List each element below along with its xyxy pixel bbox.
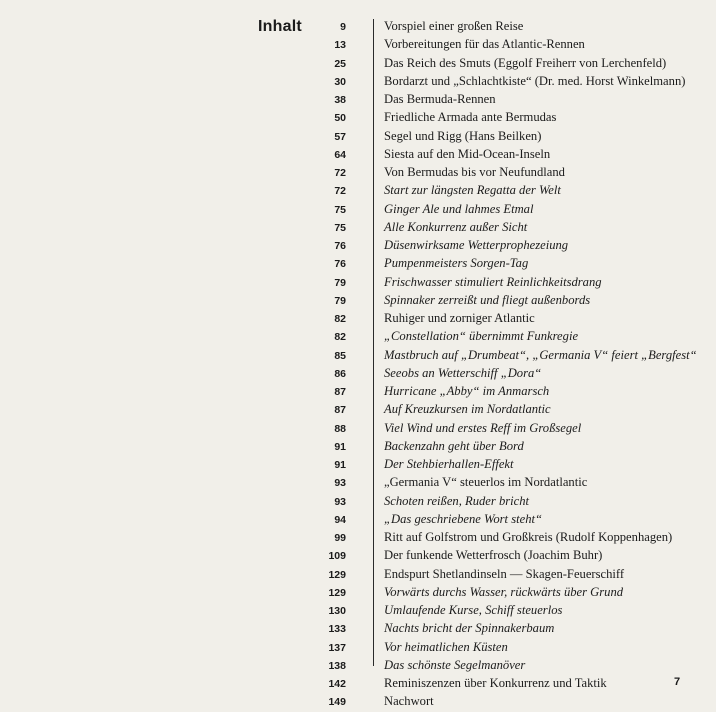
toc-title: Reminiszenzen über Konkurrenz und Taktik	[384, 676, 607, 690]
toc-entry	[300, 35, 700, 53]
toc-entry	[300, 674, 700, 692]
toc-title: „Constellation“ übernimmt Funkregie	[384, 329, 579, 344]
toc-title: Der funkende Wetterfrosch (Joachim Buhr)	[384, 548, 603, 563]
toc-title: Düsenwirksame Wetterprophezeiung	[384, 238, 569, 252]
toc-page-number: 149	[328, 696, 346, 709]
toc-page-number: 25	[334, 57, 346, 70]
toc-title: Viel Wind und erstes Reff im Großsegel	[384, 420, 582, 435]
toc-entry	[300, 400, 700, 418]
toc-entry	[300, 273, 700, 291]
toc-page-number: 138	[328, 659, 346, 672]
toc-entry	[300, 692, 700, 710]
toc-page-number: 72	[334, 167, 346, 179]
toc-entry	[300, 200, 700, 218]
toc-page-number: 50	[334, 112, 346, 125]
toc-title: Vorwärts durchs Wasser, rückwärts über Grund	[384, 584, 624, 599]
toc-page-number: 93	[334, 477, 346, 490]
toc-title: Vorspiel einer großen Reise	[384, 19, 524, 33]
toc-entry	[300, 419, 700, 437]
toc-entry	[300, 510, 700, 528]
toc-page-number: 64	[334, 148, 346, 161]
table-of-contents	[300, 17, 700, 711]
toc-entry	[300, 437, 700, 455]
toc-page-number: 88	[334, 422, 346, 435]
toc-title: Bordarzt und „Schlachtkiste“ (Dr. med. Horst Winkelmann)	[384, 73, 686, 88]
toc-title: Spinnaker zerreißt und fliegt außenbords	[384, 292, 591, 307]
toc-page-number: 75	[334, 203, 346, 216]
toc-title: Schoten reißen, Ruder bricht	[384, 493, 530, 508]
toc-entry	[300, 638, 700, 656]
toc-title: Das Bermuda-Rennen	[384, 92, 496, 106]
toc-page-number: 13	[334, 39, 346, 52]
toc-title: Hurricane „Abby“ im Anmarsch	[384, 384, 550, 398]
toc-page-number: 130	[328, 605, 346, 617]
toc-page-number: 82	[334, 331, 346, 344]
toc-title: Ritt auf Golfstrom und Großkreis (Rudolf Koppenhagen)	[384, 530, 673, 544]
toc-title: Endspurt Shetlandinseln — Skagen-Feuerschiff	[384, 566, 625, 581]
toc-entry	[300, 254, 700, 272]
toc-entry	[300, 72, 700, 90]
toc-title: Ginger Ale und lahmes Etmal	[384, 201, 534, 216]
toc-title: Pumpenmeisters Sorgen-Tag	[384, 256, 529, 271]
toc-page-number: 94	[334, 513, 346, 526]
toc-page-number: 9	[340, 21, 346, 33]
toc-entry	[300, 127, 700, 145]
toc-title: Umlaufende Kurse, Schiff steuerlos	[384, 603, 563, 617]
toc-page-number: 79	[334, 294, 346, 307]
toc-title: Ruhiger und zorniger Atlantic	[384, 311, 535, 325]
toc-page-number: 76	[334, 258, 346, 271]
toc-entry	[300, 455, 700, 473]
toc-entry	[300, 619, 700, 637]
toc-page-number: 38	[334, 94, 346, 106]
toc-page-number: 76	[334, 240, 346, 252]
toc-title: Mastbruch auf „Drumbeat“, „Germania V“ feiert „Bergfest“	[384, 347, 697, 362]
toc-page-number: 57	[334, 130, 346, 143]
toc-page-number: 129	[328, 586, 346, 599]
toc-entry	[300, 218, 700, 236]
toc-title: Seeobs an Wetterschiff „Dora“	[384, 365, 542, 380]
toc-page-number: 85	[334, 349, 346, 362]
toc-title: Friedliche Armada ante Bermudas	[384, 110, 557, 125]
toc-page-number: 82	[334, 313, 346, 325]
toc-title: Nachwort	[384, 694, 434, 709]
toc-entry	[300, 382, 700, 400]
toc-entry	[300, 309, 700, 327]
toc-entry	[300, 236, 700, 254]
toc-page-number: 91	[334, 459, 346, 471]
toc-entry	[300, 54, 700, 72]
toc-entry	[300, 492, 700, 510]
toc-entry	[300, 181, 700, 199]
toc-entry	[300, 327, 700, 345]
toc-entry	[300, 565, 700, 583]
toc-entry	[300, 108, 700, 126]
toc-entry	[300, 163, 700, 181]
toc-page-number: 79	[334, 276, 346, 289]
toc-entry	[300, 473, 700, 491]
toc-title: „Das geschriebene Wort steht“	[384, 511, 542, 526]
toc-entry	[300, 601, 700, 619]
toc-title: Alle Konkurrenz außer Sicht	[384, 219, 528, 234]
toc-page-number: 86	[334, 367, 346, 380]
toc-title: Vor heimatlichen Küsten	[384, 639, 508, 654]
toc-title: Backenzahn geht über Bord	[384, 438, 524, 453]
toc-heading: Inhalt	[258, 18, 302, 35]
toc-page-number: 99	[334, 532, 346, 544]
toc-entry	[300, 656, 700, 674]
toc-page-number: 137	[328, 641, 346, 654]
toc-entry	[300, 546, 700, 564]
toc-entry	[300, 90, 700, 108]
toc-title: Von Bermudas bis vor Neufundland	[384, 165, 565, 179]
toc-entry	[300, 145, 700, 163]
toc-title: Start zur längsten Regatta der Welt	[384, 183, 561, 198]
toc-page-number: 75	[334, 221, 346, 234]
toc-entry	[300, 17, 700, 35]
toc-entry	[300, 528, 700, 546]
toc-page-number: 87	[334, 386, 346, 398]
toc-page-number: 87	[334, 404, 346, 417]
toc-page-number: 72	[334, 185, 346, 198]
toc-entry	[300, 583, 700, 601]
toc-entry	[300, 364, 700, 382]
toc-title: Nachts bricht der Spinnakerbaum	[384, 621, 555, 636]
toc-title: Der Stehbierhallen-Effekt	[384, 457, 514, 471]
toc-title: Das Reich des Smuts (Eggolf Freiherr von Lerchenfeld)	[384, 55, 667, 70]
toc-page-number: 133	[328, 623, 346, 636]
toc-title: Siesta auf den Mid-Ocean-Inseln	[384, 146, 551, 161]
toc-entry	[300, 291, 700, 309]
toc-page-number: 93	[334, 495, 346, 508]
toc-title: „Germania V“ steuerlos im Nordatlantic	[384, 475, 588, 490]
toc-page-number: 129	[328, 568, 346, 581]
toc-page-number: 91	[334, 440, 346, 453]
toc-title: Frischwasser stimuliert Reinlichkeitsdrang	[384, 274, 602, 289]
toc-page-number: 142	[328, 678, 346, 690]
toc-title: Vorbereitungen für das Atlantic-Rennen	[384, 37, 585, 52]
toc-page-number: 30	[334, 75, 346, 88]
toc-title: Auf Kreuzkursen im Nordatlantic	[384, 402, 551, 417]
toc-entry	[300, 346, 700, 364]
toc-title: Das schönste Segelmanöver	[384, 657, 526, 672]
toc-title: Segel und Rigg (Hans Beilken)	[384, 128, 542, 143]
page-number: 7	[674, 676, 681, 688]
toc-page-number: 109	[328, 550, 346, 563]
